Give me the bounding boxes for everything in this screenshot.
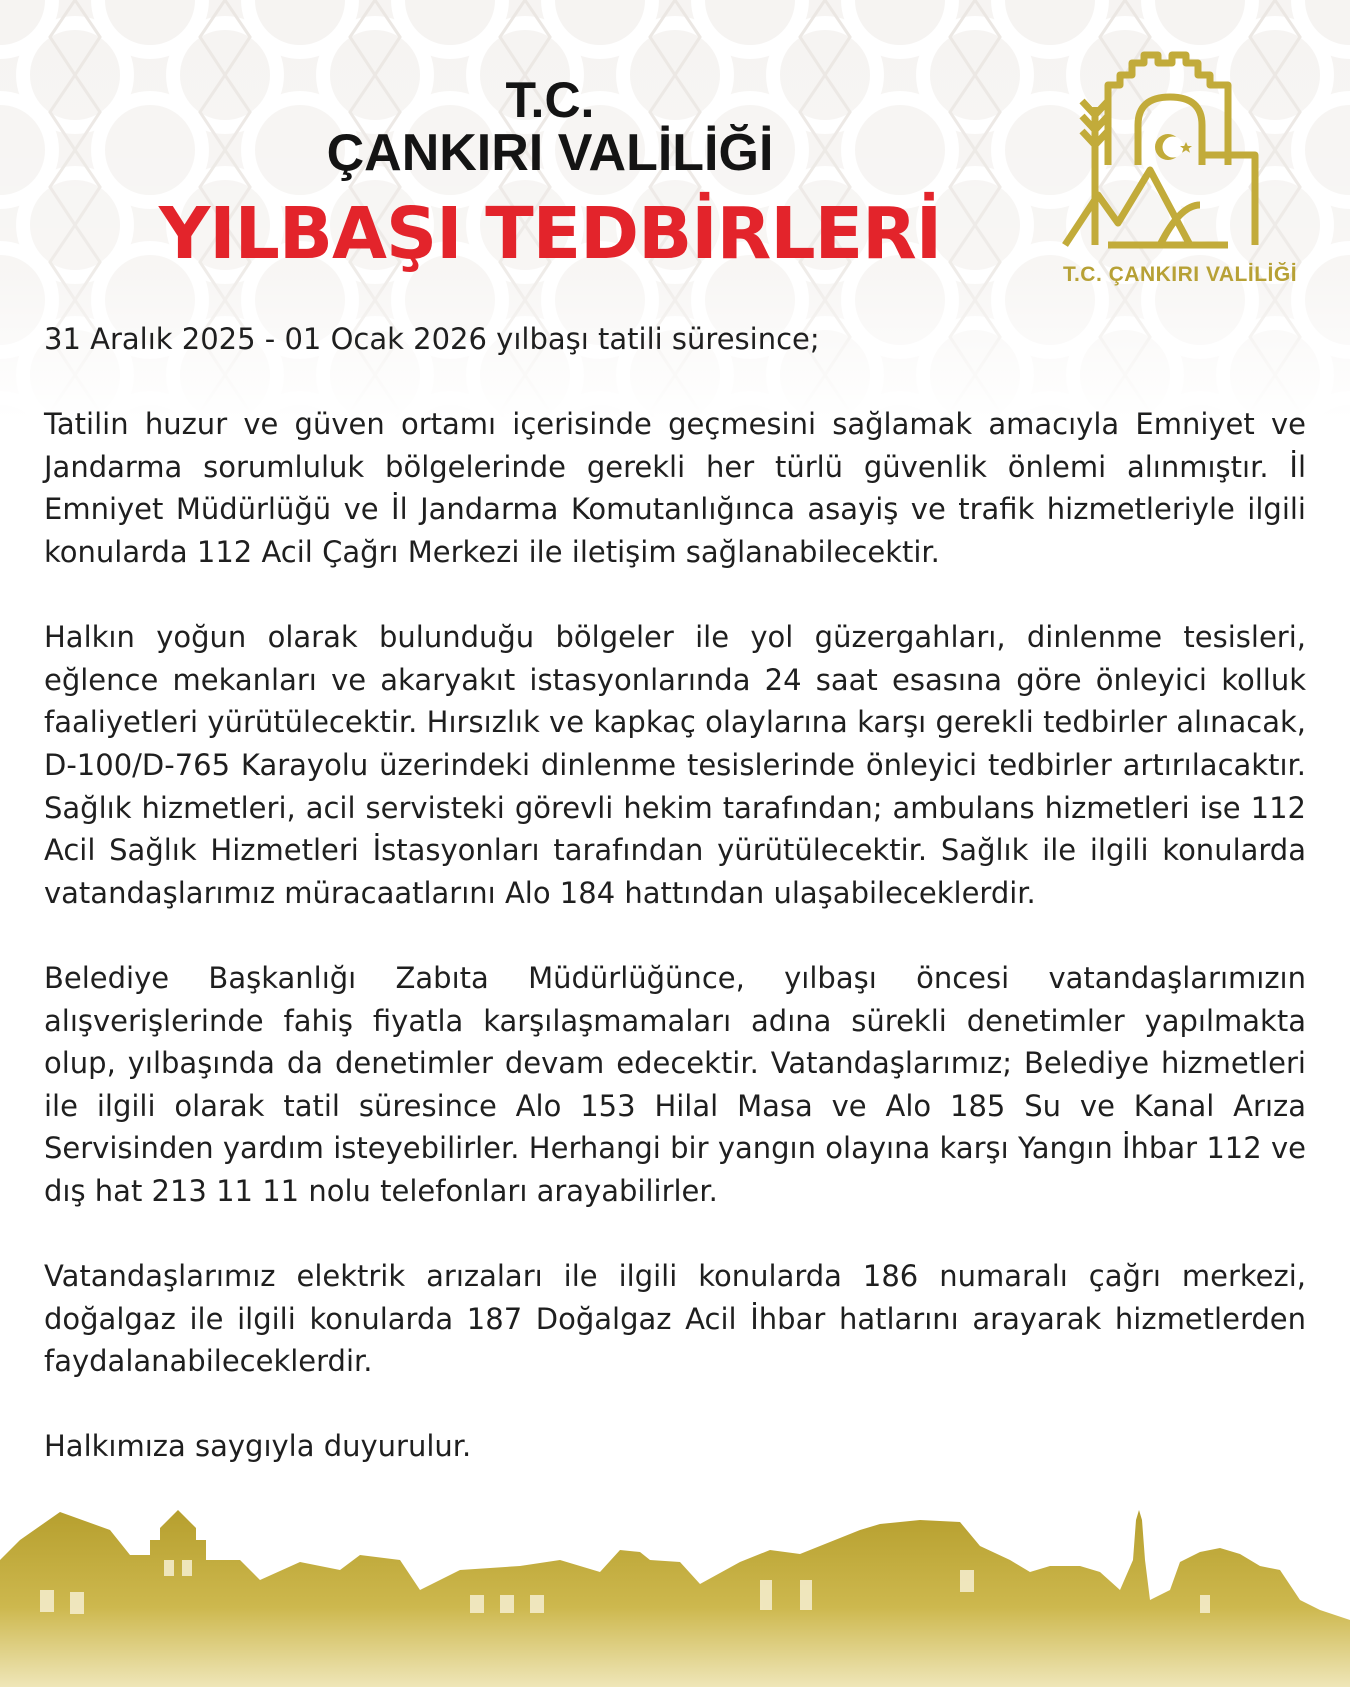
paragraph-security: Tatilin huzur ve güven ortamı içerisinde geçmesini sağlamak amacıyla Emniyet ve Jandarma sorumluluk bölgelerinde gerekli her türlü güvenlik önlemi alınmıştır. İl Emniyet Müdürlüğü ve İl Jandarma Komutanlığınca asayiş ve trafik hizmetleriyle ilgili konularda 112 Acil Çağrı Merkezi ile iletişim sağlanabilecektir. [44, 407, 1306, 569]
header-org-name: ÇANKIRI VALİLİĞİ [326, 124, 774, 182]
page-title: YILBAŞI TEDBİRLERİ [158, 192, 942, 275]
paragraph-police-health: Halkın yoğun olarak bulunduğu bölgeler ile yol güzergahları, dinlenme tesisleri, eğlence mekanları ve akaryakıt istasyonlarında 24 saat esasına göre önleyici kolluk faaliyetleri yürütülecektir. Hırsızlık ve kapkaç olaylarına karşı gerekli tedbirler alınacak, D-100/D-765 Karayolu üzerindeki dinlenme tesislerinde önleyici tedbirler artırılacaktır. Sağlık hizmetleri, acil servisteki görevli hekim tarafından; ambulans hizmetleri ise 112 Acil Sağlık Hizmetleri İstasyonları tarafından yürütülecektir. Sağlık ile ilgili konularda vatandaşlarımız müracaatlarını Alo 184 hattından ulaşabileceklerdir. [44, 620, 1306, 910]
logo [1060, 45, 1300, 295]
canakkale-valiligi-emblem-icon [1060, 45, 1300, 260]
city-skyline-illustration [0, 1500, 1350, 1687]
paragraph-utilities: Vatandaşlarımız elektrik arızaları ile ilgili konularda 186 numaralı çağrı merkezi, doğalgaz ile ilgili konularda 187 Doğalgaz Acil İhbar hatlarını arayarak hizmetlerden faydalanabileceklerdir. [44, 1259, 1306, 1379]
announcement-body [44, 318, 1306, 1511]
header-tc: T.C. [505, 72, 595, 128]
closing-paragraph: Halkımıza saygıyla duyurulur. [44, 1429, 472, 1464]
intro-paragraph: 31 Aralık 2025 - 01 Ocak 2026 yılbaşı tatili süresince; [44, 322, 820, 356]
logo-text: T.C. ÇANKIRI VALİLİĞİ [1062, 263, 1298, 286]
paragraph-municipality: Belediye Başkanlığı Zabıta Müdürlüğünce, yılbaşı öncesi vatandaşlarımızın alışverişlerinde fahiş fiyatla karşılaşmamaları adına sürekli denetimler yapılmakta olup, yılbaşında da denetimler devam edecektir. Vatandaşlarımız; Belediye hizmetleri ile ilgili olarak tatil süresince Alo 153 Hilal Masa ve Alo 185 Su ve Kanal Arıza Servisinden yardım isteyebilirler. Herhangi bir yangın olayına karşı Yangın İhbar 112 ve dış hat 213 11 11 nolu telefonları arayabilirler. [44, 960, 1306, 1208]
